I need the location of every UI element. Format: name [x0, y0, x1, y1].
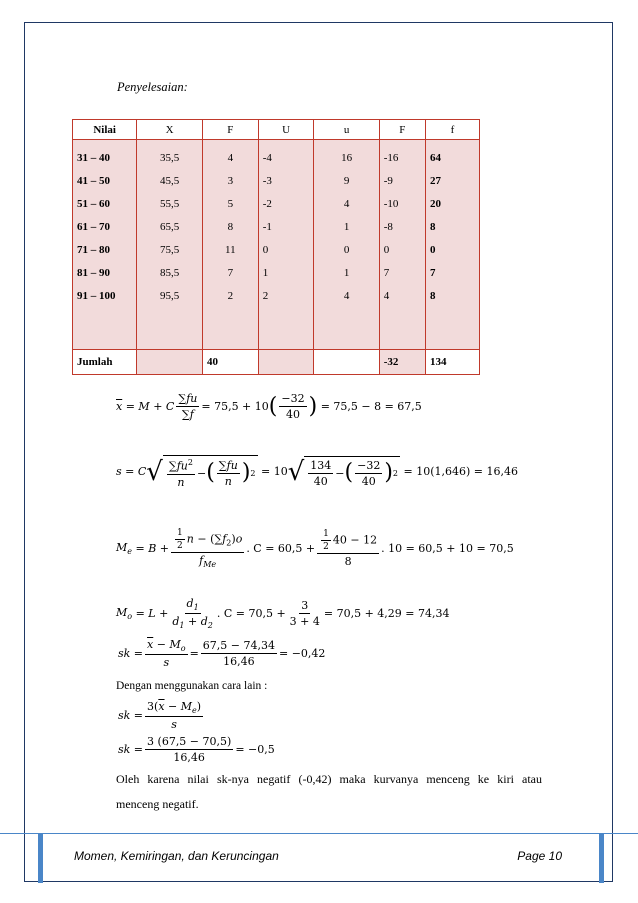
conclusion-line-1: Oleh karena nilai sk-nya negatif (-0,42) maka kurvanya menceng ke kiri atau [116, 772, 542, 786]
total-cell: 40 [202, 350, 258, 375]
footer-right-bar [599, 833, 604, 883]
table-total-row [73, 350, 480, 375]
table-cell: -9 [379, 169, 425, 192]
table-cell: 20 [425, 192, 479, 215]
table-cell: 8 [202, 215, 258, 238]
total-cell [137, 350, 203, 375]
table-cell: -16 [379, 140, 425, 170]
skewness-formula-1: sk = $\frac{\overline{x} - M_o}{s}$ = $\frac{67,5 - 74,34}{16,46}$ = −0,42 [118, 638, 326, 670]
table-cell: 5 [202, 192, 258, 215]
table-cell: 85,5 [137, 261, 203, 284]
table-cell: -4 [258, 140, 314, 170]
table-cell: 61 – 70 [73, 215, 137, 238]
header-U: U [258, 120, 314, 140]
footer-rule [0, 833, 638, 834]
table-cell: 1 [314, 215, 379, 238]
table-row [73, 169, 480, 192]
sd-formula: s = C √ $\frac{\sum fu^2}{n}$ − ( $\frac{\sum fu}{n}$ ) 2 = 10 √ $\frac{134}{40}$ − ( $\frac{-32}{40}$ ) 2 = 10(1,646) = 16,46 [116, 456, 519, 489]
table-cell: 0 [379, 238, 425, 261]
table-row [73, 215, 480, 238]
header-fu2: f [425, 120, 479, 140]
header-x: X [137, 120, 203, 140]
table-cell: 0 [314, 238, 379, 261]
mode-formula: $M_o$ = L + $\frac{d_1}{d_1 + d_2}$ . C = 70,5 + $\frac{3}{3 + 4}$ = 70,5 + 4,29 = 74,34 [116, 597, 450, 631]
header-u: u [314, 120, 379, 140]
table-cell: 91 – 100 [73, 284, 137, 307]
table-cell: 75,5 [137, 238, 203, 261]
table-cell: 3 [202, 169, 258, 192]
total-cell: 134 [425, 350, 479, 375]
table-cell: 55,5 [137, 192, 203, 215]
table-row [73, 192, 480, 215]
table-row [73, 261, 480, 284]
alt-method-text: Dengan menggunakan cara lain : [116, 680, 268, 692]
table-cell: 71 – 80 [73, 238, 137, 261]
header-fu: F [379, 120, 425, 140]
mean-formula: $\overline{x}$ = M + C $\frac{\sum fu}{\sum f}$ = 75,5 + 10 ( $\frac{-32}{40}$ ) = 75,5 − 8 = 67,5 [116, 392, 422, 421]
table-spacer-row [73, 307, 480, 350]
table-cell: -10 [379, 192, 425, 215]
table-cell: 51 – 60 [73, 192, 137, 215]
table-cell: 4 [379, 284, 425, 307]
table-cell: 45,5 [137, 169, 203, 192]
skewness-formula-2: sk = $\frac{3(\overline{x} - M_e)}{s}$ [118, 700, 202, 732]
table-cell: -1 [258, 215, 314, 238]
table-cell: 11 [202, 238, 258, 261]
table-cell: 27 [425, 169, 479, 192]
total-cell: -32 [379, 350, 425, 375]
table-row [73, 238, 480, 261]
table-cell: 41 – 50 [73, 169, 137, 192]
table-row [73, 140, 480, 170]
table-cell: 16 [314, 140, 379, 170]
header-nilai: Nilai [73, 120, 137, 140]
table-row [73, 284, 480, 307]
table-cell: 7 [425, 261, 479, 284]
table-cell: 8 [425, 284, 479, 307]
table-cell: -2 [258, 192, 314, 215]
table-cell: 35,5 [137, 140, 203, 170]
heading: Penyelesaian: [117, 80, 188, 94]
header-f: F [202, 120, 258, 140]
table-cell: -8 [379, 215, 425, 238]
table-cell: 0 [425, 238, 479, 261]
total-cell [258, 350, 314, 375]
table-cell: 64 [425, 140, 479, 170]
table-cell: 7 [379, 261, 425, 284]
total-cell: Jumlah [73, 350, 137, 375]
footer-left-bar [38, 833, 43, 883]
table-header-row [73, 120, 480, 140]
footer-title: Momen, Kemiringan, dan Keruncingan [74, 849, 279, 863]
table-cell: -3 [258, 169, 314, 192]
table-cell: 95,5 [137, 284, 203, 307]
table-cell: 1 [258, 261, 314, 284]
table-cell: 4 [314, 284, 379, 307]
table-cell: 2 [258, 284, 314, 307]
total-cell [314, 350, 379, 375]
conclusion-line-2: menceng negatif. [116, 797, 199, 811]
table-cell: 0 [258, 238, 314, 261]
median-formula: $M_e$ = B + $\frac{1}{2}$ $n - (\sum f_2)o$ $f_{Me}$ . C = 60,5 + $\frac{1}{2}$ 40 − 12 8 . 10 = 60,5 + 10 = 70,5 [116, 528, 514, 570]
table-cell: 7 [202, 261, 258, 284]
skewness-formula-3: sk = $\frac{3 (67,5 - 70,5)}{16,46}$ = −0,5 [118, 735, 275, 764]
table-cell: 31 – 40 [73, 140, 137, 170]
table-cell: 2 [202, 284, 258, 307]
table-cell: 1 [314, 261, 379, 284]
table-cell: 8 [425, 215, 479, 238]
table-cell: 4 [314, 192, 379, 215]
table-cell: 4 [202, 140, 258, 170]
table-cell: 81 – 90 [73, 261, 137, 284]
table-cell: 65,5 [137, 215, 203, 238]
frequency-table [72, 119, 480, 375]
page-number: Page 10 [517, 849, 562, 863]
table-cell: 9 [314, 169, 379, 192]
